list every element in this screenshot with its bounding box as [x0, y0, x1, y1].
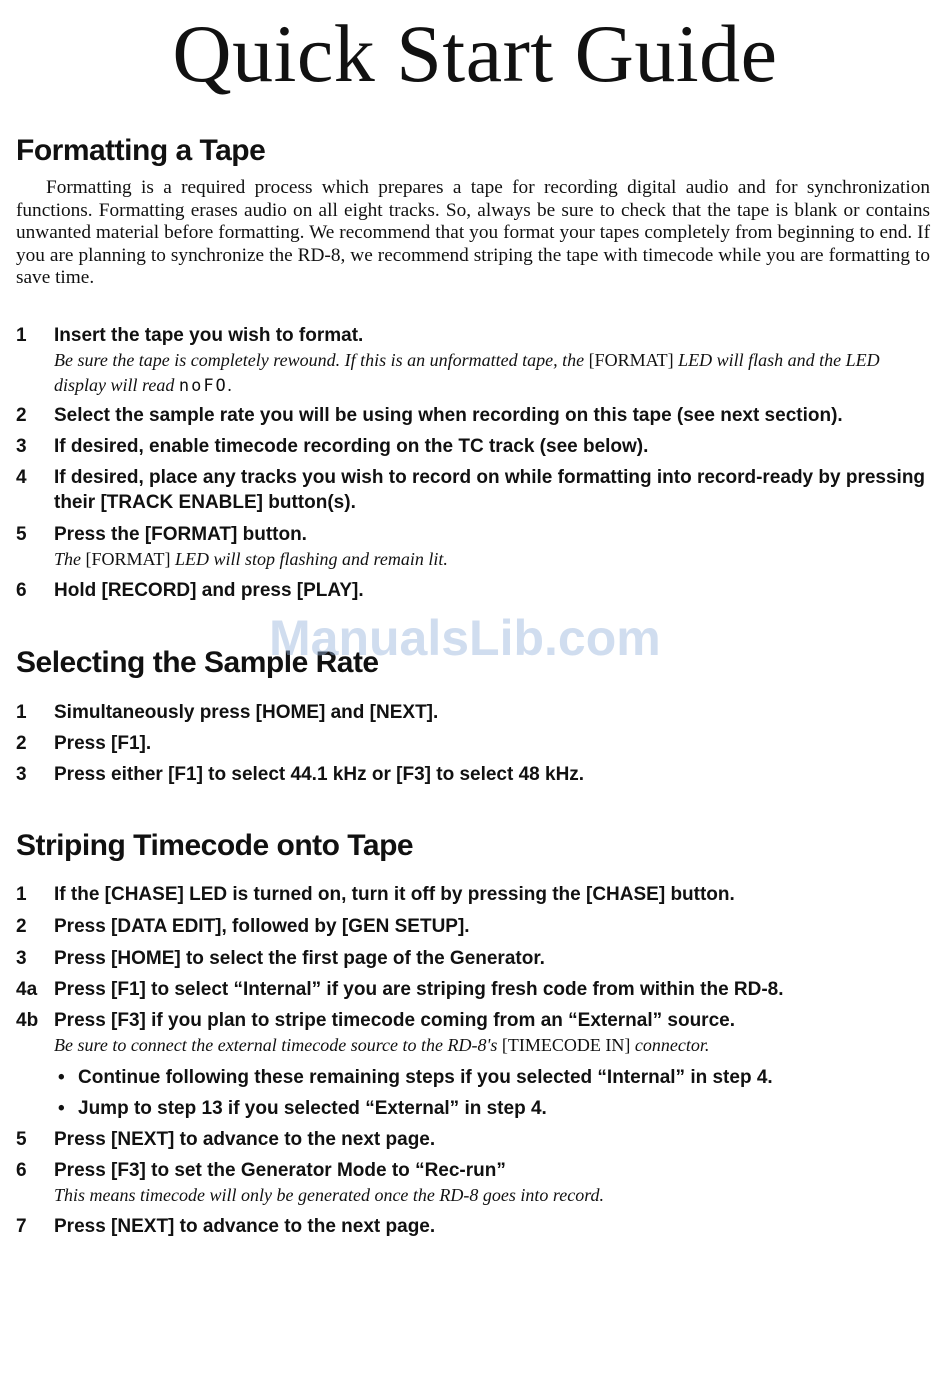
step-text: Press [HOME] to select the first page of the Generator. [54, 948, 545, 969]
step-number: 2 [16, 405, 27, 426]
step-number: 7 [16, 1216, 27, 1237]
step-text: Insert the tape you wish to format. [54, 325, 364, 346]
stripe-step-6 [16, 1158, 926, 1208]
step-note: This means timecode will only be generated once the RD-8 goes into record. [54, 1185, 605, 1205]
note-text: Be sure the tape is completely rewound. If this is an unformatted tape, the [54, 350, 585, 370]
step-number: 5 [16, 524, 27, 545]
format-step-2 [16, 403, 926, 428]
step-number: 2 [16, 733, 27, 754]
step-number: 5 [16, 1129, 27, 1150]
stripe-step-4a [16, 977, 926, 1002]
bullet-item [58, 1096, 918, 1121]
step-text: Press [F1] to select “Internal” if you are striping fresh code from within the RD-8. [54, 979, 784, 1000]
stripe-step-4b [16, 1008, 926, 1058]
note-text: LED will stop flashing and remain lit. [175, 549, 448, 569]
section-heading-sample-rate: Selecting the Sample Rate [16, 646, 379, 679]
step-number: 1 [16, 884, 27, 905]
stripe-step-1 [16, 882, 926, 907]
format-step-3 [16, 434, 926, 459]
step-note [54, 547, 926, 572]
led-display-readout: noFO [178, 376, 228, 396]
step-text: Press [F1]. [54, 733, 152, 754]
step-note [54, 348, 926, 399]
note-text: . [227, 375, 233, 395]
step-text: Select the sample rate you will be using when recording on this tape (see next section). [54, 405, 843, 426]
sample-step-1 [16, 700, 926, 725]
note-key: [TIMECODE IN] [501, 1035, 631, 1055]
format-step-6 [16, 578, 926, 603]
step-text: Press [F3] if you plan to stripe timecode coming from an “External” source. [54, 1010, 735, 1031]
note-text: Be sure to connect the external timecode source to the RD-8's [54, 1035, 498, 1055]
note-text: LED will flash and the LED display will read [54, 350, 880, 395]
intro-paragraph: Formatting is a required process which prepares a tape for recording digital audio and for synchronization functions. Formatting erases audio on all eight tracks. So, always be sure to check that the tape is blank or contains unwanted material before formatting. We recommend that you format your tapes completely from beginning to end. If you are planning to synchronize the RD-8, we recommend striping the tape with timecode while you are formatting to save time. [16, 177, 930, 288]
bullet-icon: • [58, 1098, 65, 1119]
sample-step-2 [16, 731, 926, 756]
step-text: Press [NEXT] to advance to the next page. [54, 1216, 436, 1237]
stripe-step-7 [16, 1214, 926, 1239]
step-text: Press [DATA EDIT], followed by [GEN SETUP]. [54, 916, 470, 937]
note-key: [FORMAT] [85, 549, 171, 569]
step-number: 4b [16, 1010, 39, 1031]
step-number: 3 [16, 436, 27, 457]
step-text: Press [NEXT] to advance to the next page. [54, 1129, 436, 1150]
note-key: [FORMAT] [588, 350, 674, 370]
bullet-text: Continue following these remaining steps if you selected “Internal” in step 4. [78, 1067, 773, 1088]
step-number: 1 [16, 702, 27, 723]
bullet-icon: • [58, 1067, 65, 1088]
step-text: Press the [FORMAT] button. [54, 524, 307, 545]
bullet-item [58, 1065, 918, 1090]
bullet-text: Jump to step 13 if you selected “External” in step 4. [78, 1098, 547, 1119]
section-heading-formatting: Formatting a Tape [16, 134, 266, 167]
step-text: If desired, enable timecode recording on the TC track (see below). [54, 436, 649, 457]
stripe-step-2 [16, 914, 926, 939]
format-step-5 [16, 522, 926, 572]
step-number: 2 [16, 916, 27, 937]
format-step-1 [16, 323, 926, 399]
step-number: 4a [16, 979, 38, 1000]
step-text: Press [F3] to set the Generator Mode to “Rec-run” [54, 1160, 506, 1181]
step-number: 1 [16, 325, 27, 346]
step-text: Simultaneously press [HOME] and [NEXT]. [54, 702, 439, 723]
step-number: 3 [16, 764, 27, 785]
note-text: connector. [634, 1035, 710, 1055]
step-text: If the [CHASE] LED is turned on, turn it off by pressing the [CHASE] button. [54, 884, 735, 905]
step-number: 4 [16, 467, 27, 488]
step-number: 6 [16, 580, 27, 601]
step-number: 6 [16, 1160, 27, 1181]
sample-step-3 [16, 762, 926, 787]
step-text: If desired, place any tracks you wish to record on while formatting into record-ready by pressing their [TRACK ENABLE] button(s). [54, 467, 926, 513]
section-heading-striping: Striping Timecode onto Tape [16, 829, 414, 862]
note-text: The [54, 549, 81, 569]
step-text: Hold [RECORD] and press [PLAY]. [54, 580, 364, 601]
step-number: 3 [16, 948, 27, 969]
step-text: Press either [F1] to select 44.1 kHz or [F3] to select 48 kHz. [54, 764, 585, 785]
stripe-step-3 [16, 946, 926, 971]
format-step-4 [16, 465, 926, 515]
page-title: Quick Start Guide [172, 8, 778, 99]
watermark: ManualsLib.com [269, 610, 661, 666]
stripe-step-5 [16, 1127, 926, 1152]
step-note [54, 1033, 926, 1058]
